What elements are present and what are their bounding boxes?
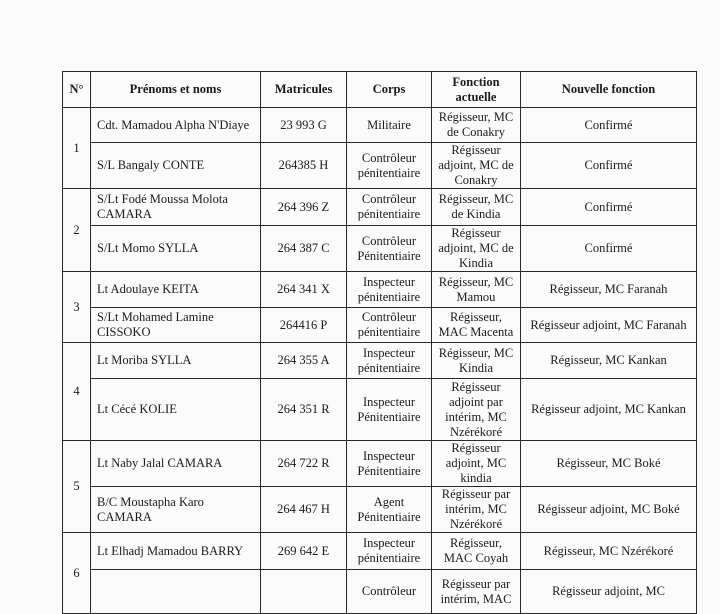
table-row <box>63 143 697 189</box>
group-number: 2 <box>63 189 91 272</box>
corps-cell: Contrôleur pénitentiaire <box>347 308 432 343</box>
corps-cell: Inspecteur Pénitentiaire <box>347 441 432 487</box>
matricule-cell: 264 387 C <box>261 226 347 272</box>
person-name: Lt Elhadj Mamadou BARRY <box>91 533 261 570</box>
matricule-cell: 264 351 R <box>261 379 347 441</box>
nouvelle-fonction-cell: Régisseur, MC Nzérékoré <box>521 533 697 570</box>
person-name: Lt Adoulaye KEITA <box>91 272 261 308</box>
fonction-cell: Régisseur adjoint, MC kindia <box>432 441 521 487</box>
fonction-cell: Régisseur adjoint, MC de Kindia <box>432 226 521 272</box>
nouvelle-fonction-cell: Confirmé <box>521 143 697 189</box>
corps-cell: Contrôleur pénitentiaire <box>347 189 432 226</box>
group-number: 1 <box>63 108 91 189</box>
person-name: Lt Cécé KOLIE <box>91 379 261 441</box>
nouvelle-fonction-cell: Confirmé <box>521 189 697 226</box>
table-row <box>63 343 697 379</box>
table-row <box>63 533 697 570</box>
person-name: S/Lt Momo SYLLA <box>91 226 261 272</box>
group-number: 6 <box>63 533 91 614</box>
matricule-cell: 264416 P <box>261 308 347 343</box>
nouvelle-fonction-cell: Régisseur, MC Boké <box>521 441 697 487</box>
person-name: Lt Moriba SYLLA <box>91 343 261 379</box>
nouvelle-fonction-cell: Régisseur adjoint, MC Kankan <box>521 379 697 441</box>
header-fonction-actuelle: Fonction actuelle <box>432 72 521 108</box>
fonction-cell: Régisseur, MC Kindia <box>432 343 521 379</box>
fonction-cell: Régisseur adjoint, MC de Conakry <box>432 143 521 189</box>
table-row <box>63 570 697 614</box>
person-name: Lt Naby Jalal CAMARA <box>91 441 261 487</box>
header-num: N° <box>63 72 91 108</box>
fonction-cell: Régisseur adjoint par intérim, MC Nzérékoré <box>432 379 521 441</box>
nouvelle-fonction-cell: Confirmé <box>521 108 697 143</box>
corps-cell: Contrôleur pénitentiaire <box>347 143 432 189</box>
corps-cell: Contrôleur Pénitentiaire <box>347 226 432 272</box>
table-row <box>63 189 697 226</box>
group-number: 3 <box>63 272 91 343</box>
corps-cell: Militaire <box>347 108 432 143</box>
table-row <box>63 308 697 343</box>
corps-cell: Contrôleur <box>347 570 432 614</box>
header-matricule: Matricules <box>261 72 347 108</box>
fonction-cell: Régisseur par intérim, MAC <box>432 570 521 614</box>
table-row <box>63 441 697 487</box>
matricule-cell: 264385 H <box>261 143 347 189</box>
matricule-cell: 269 642 E <box>261 533 347 570</box>
table-row <box>63 487 697 533</box>
group-number: 5 <box>63 441 91 533</box>
fonction-cell: Régisseur, MAC Macenta <box>432 308 521 343</box>
corps-cell: Inspecteur pénitentiaire <box>347 343 432 379</box>
nouvelle-fonction-cell: Régisseur, MC Kankan <box>521 343 697 379</box>
table-row <box>63 108 697 143</box>
nouvelle-fonction-cell: Régisseur adjoint, MC Boké <box>521 487 697 533</box>
person-name <box>91 570 261 614</box>
nouvelle-fonction-cell: Régisseur, MC Faranah <box>521 272 697 308</box>
table-row <box>63 272 697 308</box>
person-name: S/Lt Mohamed Lamine CISSOKO <box>91 308 261 343</box>
matricule-cell: 264 355 A <box>261 343 347 379</box>
corps-cell: Agent Pénitentiaire <box>347 487 432 533</box>
fonction-cell: Régisseur, MAC Coyah <box>432 533 521 570</box>
person-name: B/C Moustapha Karo CAMARA <box>91 487 261 533</box>
matricule-cell: 23 993 G <box>261 108 347 143</box>
matricule-cell: 264 341 X <box>261 272 347 308</box>
matricule-cell: 264 396 Z <box>261 189 347 226</box>
fonction-cell: Régisseur, MC Mamou <box>432 272 521 308</box>
table-row <box>63 379 697 441</box>
fonction-cell: Régisseur par intérim, MC Nzérékoré <box>432 487 521 533</box>
nouvelle-fonction-cell: Régisseur adjoint, MC <box>521 570 697 614</box>
person-name: S/L Bangaly CONTE <box>91 143 261 189</box>
corps-cell: Inspecteur Pénitentiaire <box>347 379 432 441</box>
fonction-cell: Régisseur, MC de Kindia <box>432 189 521 226</box>
header-corps: Corps <box>347 72 432 108</box>
header-nouvelle-fonction: Nouvelle fonction <box>521 72 697 108</box>
matricule-cell <box>261 570 347 614</box>
nouvelle-fonction-cell: Régisseur adjoint, MC Faranah <box>521 308 697 343</box>
matricule-cell: 264 722 R <box>261 441 347 487</box>
nouvelle-fonction-cell: Confirmé <box>521 226 697 272</box>
group-number: 4 <box>63 343 91 441</box>
fonction-cell: Régisseur, MC de Conakry <box>432 108 521 143</box>
matricule-cell: 264 467 H <box>261 487 347 533</box>
appointments-table <box>62 71 697 614</box>
corps-cell: Inspecteur pénitentiaire <box>347 533 432 570</box>
table-row <box>63 226 697 272</box>
corps-cell: Inspecteur pénitentiaire <box>347 272 432 308</box>
person-name: S/Lt Fodé Moussa Molota CAMARA <box>91 189 261 226</box>
header-row <box>63 72 697 108</box>
header-name: Prénoms et noms <box>91 72 261 108</box>
person-name: Cdt. Mamadou Alpha N'Diaye <box>91 108 261 143</box>
